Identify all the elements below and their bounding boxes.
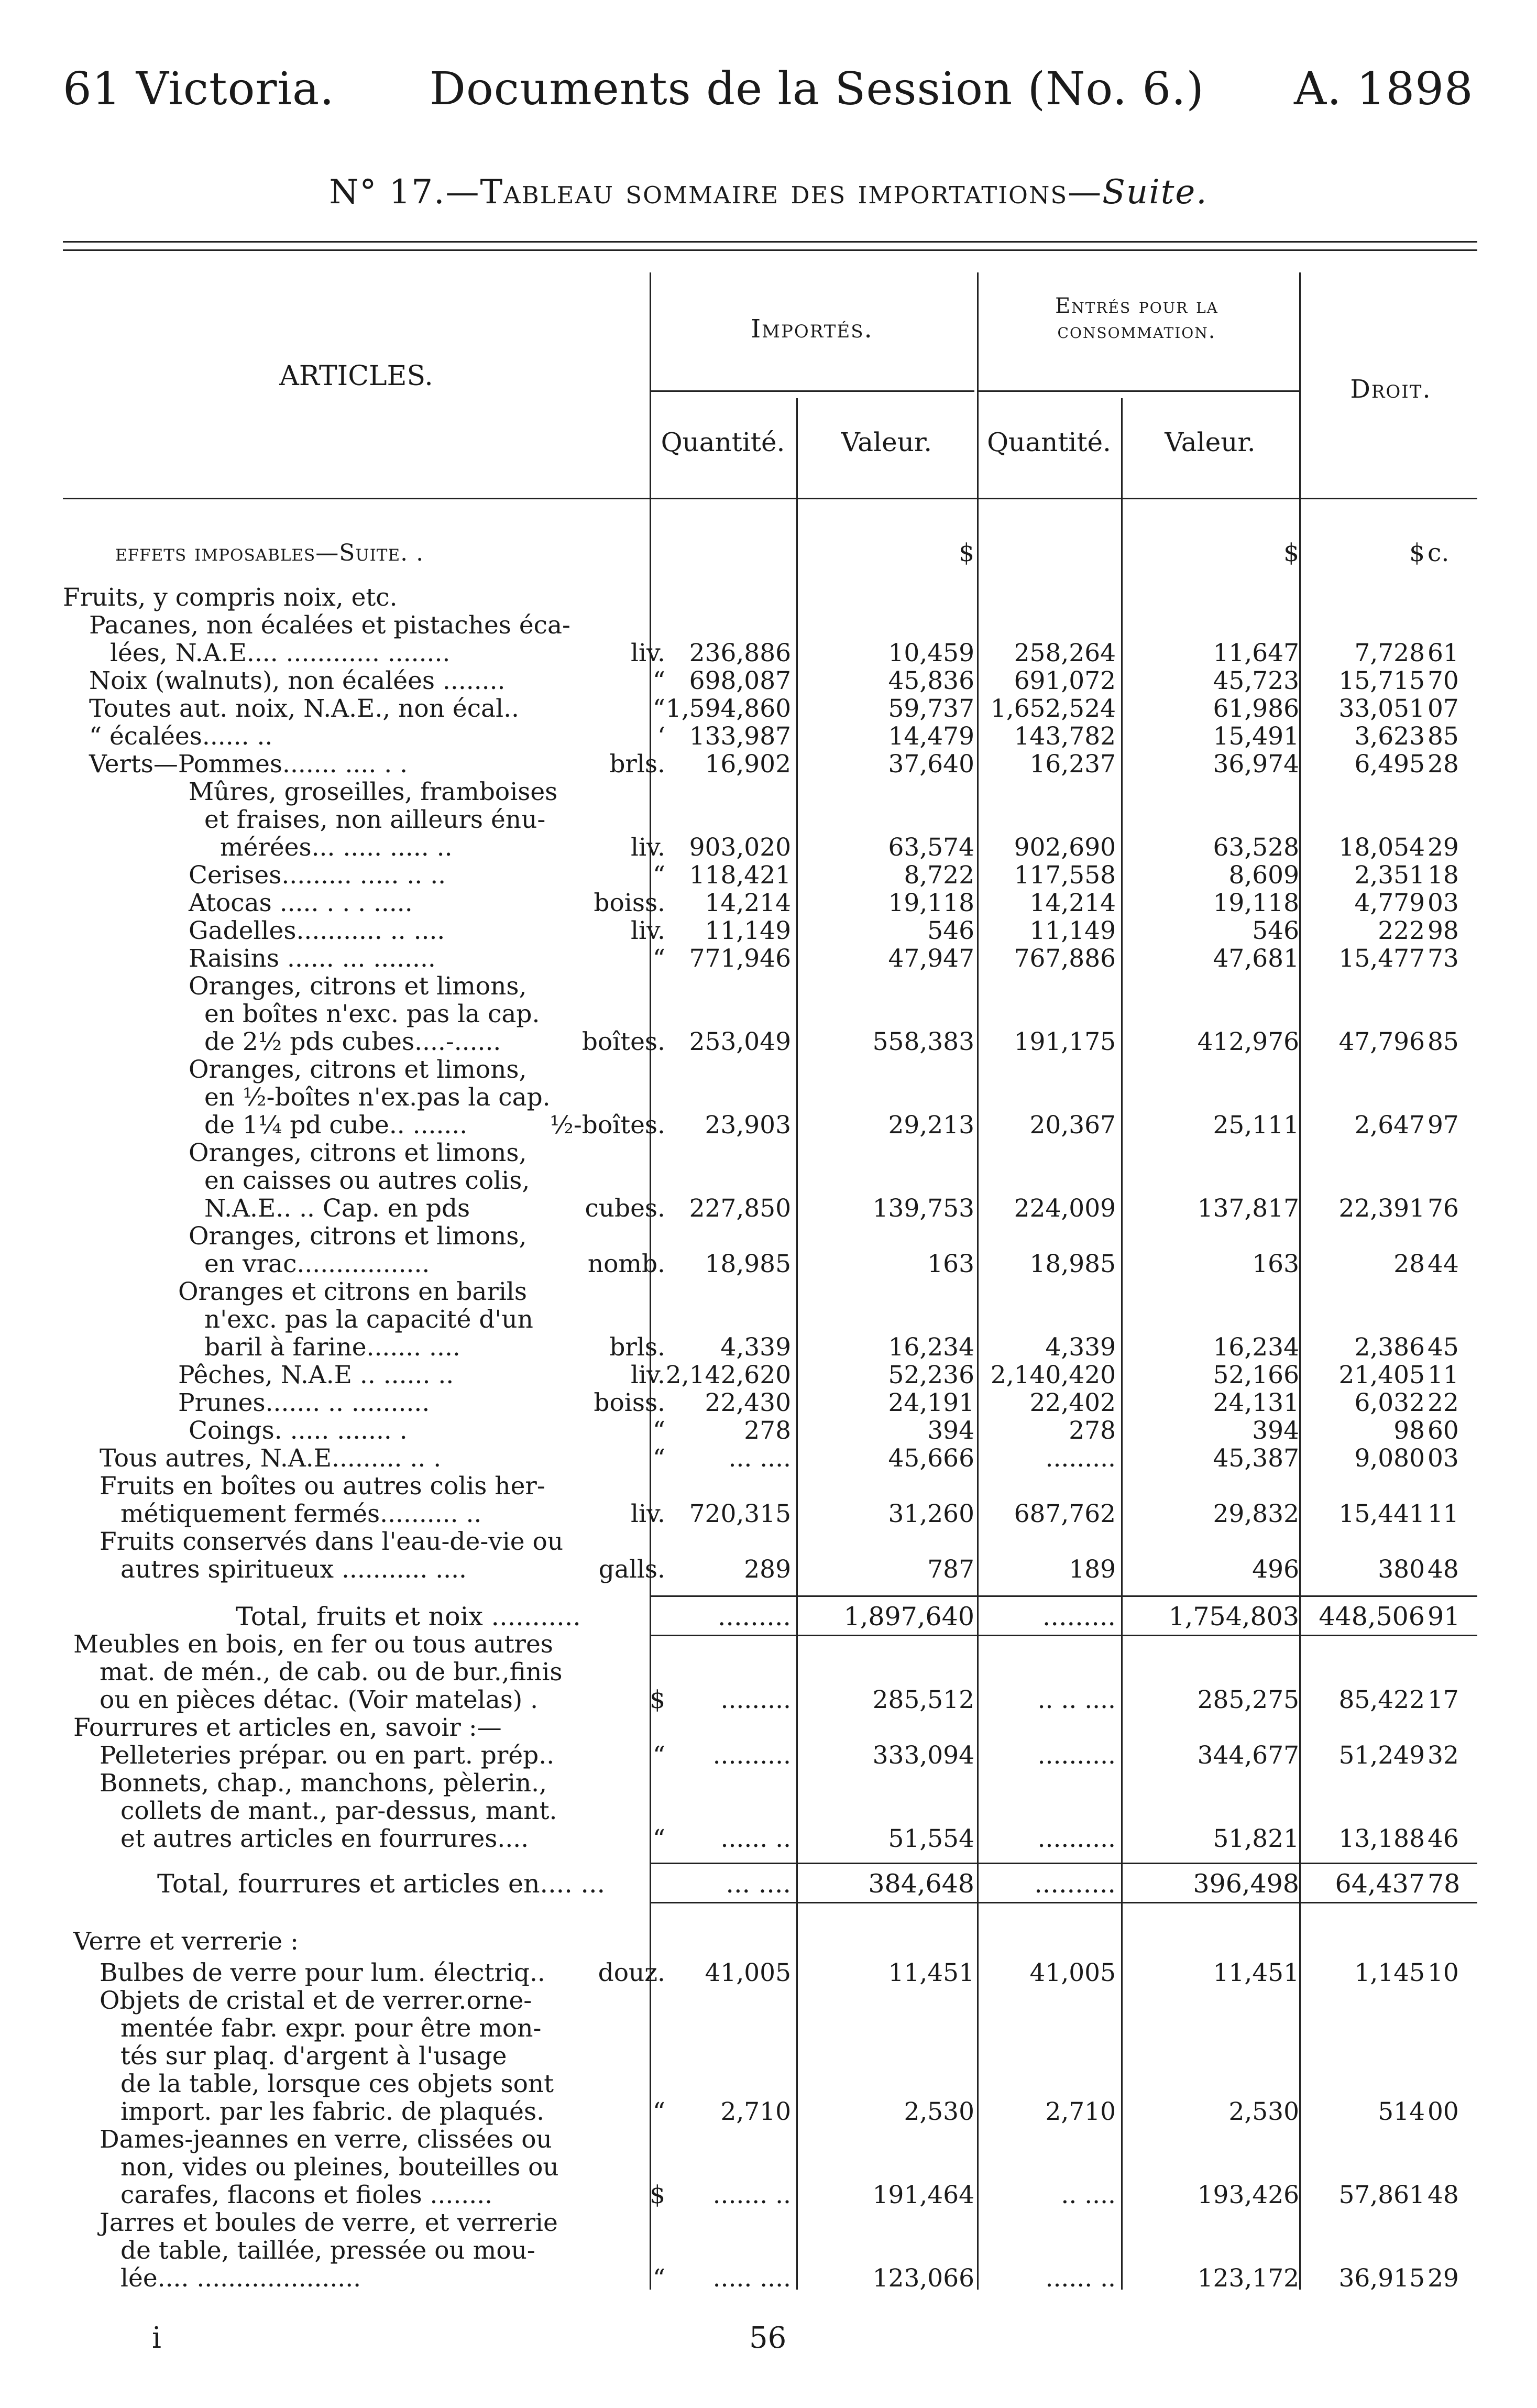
value-entered: 16,234 bbox=[1213, 1333, 1299, 1362]
qty-imported: ......... bbox=[717, 1602, 791, 1632]
duty-cents: 22 bbox=[1428, 1388, 1459, 1417]
article-label: Meubles en bois, en fer ou tous autres bbox=[73, 1630, 553, 1659]
value-imported: 47,947 bbox=[888, 944, 974, 973]
total-fruits-rule-top bbox=[650, 1595, 1477, 1597]
header-left: 61 Victoria. bbox=[63, 63, 335, 115]
article-label: Mûres, groseilles, framboises bbox=[189, 778, 558, 806]
qty-entered: ...... .. bbox=[1045, 2264, 1116, 2293]
article-label: Cerises......... ..... .. .. bbox=[189, 861, 446, 890]
duty-dollars: 51,249 bbox=[1338, 1741, 1425, 1770]
duty-dollars: 98 bbox=[1393, 1416, 1425, 1445]
value-imported: 139,753 bbox=[872, 1194, 974, 1223]
qty-entered: 143,782 bbox=[1014, 722, 1116, 751]
article-label: Oranges, citrons et limons, bbox=[189, 1139, 527, 1167]
total-fur-rule-bottom bbox=[650, 1902, 1477, 1903]
duty-dollars: 6,495 bbox=[1354, 750, 1425, 779]
article-label: et fraises, non ailleurs énu- bbox=[204, 805, 546, 834]
qty-entered: 2,710 bbox=[1045, 2097, 1116, 2126]
qty-entered: 11,149 bbox=[1029, 916, 1116, 945]
article-label: “ écalées...... .. bbox=[89, 722, 273, 751]
qty-imported: 236,886 bbox=[689, 639, 791, 667]
unit-label: “ bbox=[652, 666, 665, 695]
duty-cents: 17 bbox=[1428, 1685, 1459, 1714]
title-text: Tableau sommaire des importations— bbox=[480, 173, 1103, 212]
duty-cents: 70 bbox=[1428, 666, 1459, 695]
value-imported: 52,236 bbox=[888, 1361, 974, 1389]
qty-imported: ......... bbox=[720, 1685, 791, 1714]
duty-dollars: 6,032 bbox=[1354, 1388, 1425, 1417]
article-label: Fourrures et articles en, savoir :— bbox=[73, 1713, 502, 1742]
value-imported: 558,383 bbox=[872, 1027, 974, 1056]
qty-imported: 14,214 bbox=[705, 889, 791, 917]
value-imported: 51,554 bbox=[888, 1824, 974, 1853]
qty-imported: .......... bbox=[712, 1741, 791, 1770]
value-imported: 384,648 bbox=[868, 1869, 974, 1899]
duty-dollars: 15,441 bbox=[1338, 1499, 1425, 1528]
qty-imported: 16,902 bbox=[705, 750, 791, 779]
value-entered: 123,172 bbox=[1197, 2264, 1299, 2293]
article-label: ou en pièces détac. (Voir matelas) . bbox=[100, 1685, 539, 1714]
duty-cents: 45 bbox=[1428, 1333, 1459, 1362]
qty-imported: 11,149 bbox=[705, 916, 791, 945]
header-center: Documents de la Session (No. 6.) bbox=[430, 63, 1204, 115]
duty-cents: 44 bbox=[1428, 1250, 1459, 1278]
duty-dollars: 28 bbox=[1393, 1250, 1425, 1278]
qty-entered: 20,367 bbox=[1029, 1111, 1116, 1140]
value-imported: 163 bbox=[927, 1250, 974, 1278]
duty-cents: 48 bbox=[1428, 2181, 1459, 2209]
article-label: Prunes....... .. .......... bbox=[178, 1388, 430, 1417]
unit-label: “ bbox=[652, 1741, 665, 1770]
duty-cents: 10 bbox=[1428, 1958, 1459, 1987]
qty-imported: 227,850 bbox=[689, 1194, 791, 1223]
page-number: 56 bbox=[749, 2321, 787, 2355]
value-imported: 546 bbox=[927, 916, 974, 945]
duty-dollars: 2,386 bbox=[1354, 1333, 1425, 1362]
unit-label: liv. bbox=[631, 1499, 665, 1528]
value-entered: 36,974 bbox=[1213, 750, 1299, 779]
qty-imported: 2,142,620 bbox=[665, 1361, 791, 1389]
qty-imported: 23,903 bbox=[705, 1111, 791, 1140]
article-label: Dames-jeannes en verre, clissées ou bbox=[100, 2125, 552, 2154]
unit-label: $ bbox=[650, 2181, 665, 2209]
value-imported: 16,234 bbox=[888, 1333, 974, 1362]
header-entres: Entrés pour la consommation. bbox=[1055, 294, 1218, 343]
duty-dollars: 1,145 bbox=[1354, 1958, 1425, 1987]
qty-imported: 720,315 bbox=[689, 1499, 791, 1528]
duty-dollars: 21,405 bbox=[1338, 1361, 1425, 1389]
value-entered: $ bbox=[1283, 539, 1299, 567]
article-label: en boîtes n'exc. pas la cap. bbox=[204, 1000, 540, 1028]
article-label: en caisses ou autres colis, bbox=[204, 1166, 530, 1195]
article-label: mentée fabr. expr. pour être mon- bbox=[120, 2014, 542, 2043]
value-imported: 45,836 bbox=[888, 666, 974, 695]
value-imported: 45,666 bbox=[888, 1444, 974, 1473]
duty-cents: 76 bbox=[1428, 1194, 1459, 1223]
duty-cents: 98 bbox=[1428, 916, 1459, 945]
value-imported: $ bbox=[959, 539, 974, 567]
qty-entered: 189 bbox=[1069, 1555, 1116, 1584]
duty-cents: 28 bbox=[1428, 750, 1459, 779]
unit-label: douz. bbox=[598, 1958, 665, 1987]
value-entered: 24,131 bbox=[1213, 1388, 1299, 1417]
qty-imported: 1,594,860 bbox=[665, 694, 791, 723]
header-quantite-entres: Quantité. bbox=[987, 427, 1111, 457]
article-label: Raisins ...... ... ........ bbox=[189, 944, 436, 973]
value-entered: 63,528 bbox=[1213, 833, 1299, 862]
header-droit: Droit. bbox=[1350, 375, 1432, 404]
value-imported: 394 bbox=[927, 1416, 974, 1445]
value-imported: 29,213 bbox=[888, 1111, 974, 1140]
duty-dollars: 4,779 bbox=[1354, 889, 1425, 917]
duty-cents: 03 bbox=[1428, 889, 1459, 917]
qty-entered: .. .... bbox=[1061, 2181, 1116, 2209]
article-label: Fruits en boîtes ou autres colis her- bbox=[100, 1472, 545, 1501]
article-label: baril à farine....... .... bbox=[204, 1333, 460, 1362]
value-entered: 163 bbox=[1252, 1250, 1299, 1278]
article-label: mérées... ..... ..... .. bbox=[220, 833, 453, 862]
qty-entered: 191,175 bbox=[1014, 1027, 1116, 1056]
duty-cents: 11 bbox=[1428, 1361, 1459, 1389]
unit-label: ½-boîtes. bbox=[550, 1111, 665, 1140]
qty-entered: 2,140,420 bbox=[990, 1361, 1116, 1389]
article-label: en vrac................. bbox=[204, 1250, 430, 1278]
article-label: N.A.E.. .. Cap. en pds bbox=[204, 1194, 470, 1223]
article-label: mat. de mén., de cab. ou de bur.,finis bbox=[100, 1658, 563, 1687]
value-imported: 37,640 bbox=[888, 750, 974, 779]
qty-imported: ... .... bbox=[728, 1444, 791, 1473]
duty-dollars: 222 bbox=[1378, 916, 1425, 945]
article-label: Oranges, citrons et limons, bbox=[189, 1222, 527, 1251]
title-number: N° 17.— bbox=[329, 173, 480, 212]
value-entered: 19,118 bbox=[1213, 889, 1299, 917]
article-label: Oranges, citrons et limons, bbox=[189, 972, 527, 1001]
value-imported: 14,479 bbox=[888, 722, 974, 751]
article-label: Toutes aut. noix, N.A.E., non écal.. bbox=[89, 694, 519, 723]
unit-label: “ bbox=[652, 1416, 665, 1445]
duty-cents: 85 bbox=[1428, 1027, 1459, 1056]
article-label: de table, taillée, pressée ou mou- bbox=[120, 2236, 535, 2265]
qty-entered: 117,558 bbox=[1014, 861, 1116, 890]
unit-label: boiss. bbox=[594, 1388, 665, 1417]
duty-cents: 18 bbox=[1428, 861, 1459, 890]
unit-label: liv. bbox=[631, 833, 665, 862]
value-entered: 496 bbox=[1252, 1555, 1299, 1584]
qty-imported: 253,049 bbox=[689, 1027, 791, 1056]
duty-cents: 07 bbox=[1428, 694, 1459, 723]
article-label: Tous autres, N.A.E......... .. . bbox=[100, 1444, 442, 1473]
unit-label: liv. bbox=[631, 916, 665, 945]
article-label: Noix (walnuts), non écalées ........ bbox=[89, 666, 506, 695]
unit-label: liv. bbox=[631, 1361, 665, 1389]
value-entered: 412,976 bbox=[1197, 1027, 1299, 1056]
article-label: Oranges, citrons et limons, bbox=[189, 1055, 527, 1084]
value-imported: 787 bbox=[927, 1555, 974, 1584]
value-entered: 546 bbox=[1252, 916, 1299, 945]
value-imported: 333,094 bbox=[872, 1741, 974, 1770]
duty-dollars: 64,437 bbox=[1335, 1869, 1425, 1899]
qty-imported: ... .... bbox=[726, 1869, 791, 1899]
qty-entered: 767,886 bbox=[1014, 944, 1116, 973]
article-label: Verre et verrerie : bbox=[73, 1927, 299, 1956]
article-label: et autres articles en fourrures.... bbox=[120, 1824, 529, 1853]
unit-label: boîtes. bbox=[581, 1027, 665, 1056]
duty-cents: 73 bbox=[1428, 944, 1459, 973]
article-label: de 2½ pds cubes....-...... bbox=[204, 1027, 501, 1056]
value-entered: 52,166 bbox=[1213, 1361, 1299, 1389]
header-valeur-importes: Valeur. bbox=[841, 427, 932, 457]
duty-dollars: 85,422 bbox=[1338, 1685, 1425, 1714]
duty-dollars: 57,861 bbox=[1338, 2181, 1425, 2209]
value-entered: 2,530 bbox=[1228, 2097, 1299, 2126]
qty-entered: ......... bbox=[1045, 1444, 1116, 1473]
qty-entered: ......... bbox=[1042, 1602, 1116, 1632]
title-suffix: Suite. bbox=[1102, 173, 1208, 212]
value-imported: 10,459 bbox=[888, 639, 974, 667]
duty-dollars: 33,051 bbox=[1338, 694, 1425, 723]
duty-dollars: 15,715 bbox=[1338, 666, 1425, 695]
duty-dollars: 18,054 bbox=[1338, 833, 1425, 862]
duty-dollars: 448,506 bbox=[1319, 1602, 1425, 1632]
value-entered: 11,647 bbox=[1213, 639, 1299, 667]
article-label: Verts—Pommes....... .... . . bbox=[89, 750, 408, 779]
value-imported: 1,897,640 bbox=[843, 1602, 974, 1632]
duty-dollars: 22,391 bbox=[1338, 1194, 1425, 1223]
duty-dollars: 47,796 bbox=[1338, 1027, 1425, 1056]
duty-dollars: 2,351 bbox=[1354, 861, 1425, 890]
value-entered: 45,723 bbox=[1213, 666, 1299, 695]
qty-imported: 133,987 bbox=[689, 722, 791, 751]
article-label: autres spiritueux ........... .... bbox=[120, 1555, 467, 1584]
duty-cents: 85 bbox=[1428, 722, 1459, 751]
article-label: n'exc. pas la capacité d'un bbox=[204, 1305, 533, 1334]
value-imported: 2,530 bbox=[904, 2097, 974, 2126]
value-entered: 8,609 bbox=[1228, 861, 1299, 890]
value-entered: 45,387 bbox=[1213, 1444, 1299, 1473]
qty-entered: 278 bbox=[1069, 1416, 1116, 1445]
article-label: en ½-boîtes n'ex.pas la cap. bbox=[204, 1083, 551, 1112]
unit-label: “ bbox=[652, 2097, 665, 2126]
qty-imported: 698,087 bbox=[689, 666, 791, 695]
value-entered: 29,832 bbox=[1213, 1499, 1299, 1528]
value-entered: 25,111 bbox=[1213, 1111, 1299, 1140]
article-label: lée.... ..................... bbox=[120, 2264, 361, 2293]
duty-dollars: 36,915 bbox=[1338, 2264, 1425, 2293]
qty-entered: .......... bbox=[1037, 1741, 1116, 1770]
qty-entered: 14,214 bbox=[1029, 889, 1116, 917]
duty-cents: 60 bbox=[1428, 1416, 1459, 1445]
unit-label: “ bbox=[652, 1824, 665, 1853]
qty-imported: 903,020 bbox=[689, 833, 791, 862]
unit-label: liv. bbox=[631, 639, 665, 667]
unit-label: brls. bbox=[609, 750, 665, 779]
value-entered: 396,498 bbox=[1193, 1869, 1299, 1899]
article-label: Fruits conservés dans l'eau-de-vie ou bbox=[100, 1527, 564, 1556]
article-label: Pelleteries prépar. ou en part. prép.. bbox=[100, 1741, 555, 1770]
duty-cents: 91 bbox=[1428, 1602, 1461, 1632]
duty-dollars: 3,623 bbox=[1354, 722, 1425, 751]
duty-cents: 97 bbox=[1428, 1111, 1459, 1140]
qty-entered: 691,072 bbox=[1014, 666, 1116, 695]
value-imported: 8,722 bbox=[904, 861, 974, 890]
duty-cents: 61 bbox=[1428, 639, 1459, 667]
unit-label: ‘ bbox=[657, 722, 665, 751]
qty-entered: .. .. .... bbox=[1037, 1685, 1116, 1714]
total-fur-rule-top bbox=[650, 1863, 1477, 1864]
duty-dollars: 15,477 bbox=[1338, 944, 1425, 973]
qty-entered: .......... bbox=[1037, 1824, 1116, 1853]
article-label: de 1¼ pd cube.. ....... bbox=[204, 1111, 468, 1140]
duty-cents: c. bbox=[1428, 539, 1450, 567]
article-label: Bonnets, chap., manchons, pèlerin., bbox=[100, 1769, 547, 1798]
value-imported: 63,574 bbox=[888, 833, 974, 862]
qty-entered: 18,985 bbox=[1029, 1250, 1116, 1278]
header-importes: Importés. bbox=[751, 314, 873, 344]
qty-imported: 2,710 bbox=[720, 2097, 791, 2126]
duty-cents: 03 bbox=[1428, 1444, 1459, 1473]
duty-dollars: $ bbox=[1409, 539, 1425, 567]
header-quantite-importes: Quantité. bbox=[661, 427, 785, 457]
duty-cents: 32 bbox=[1428, 1741, 1459, 1770]
duty-dollars: 514 bbox=[1378, 2097, 1425, 2126]
duty-cents: 48 bbox=[1428, 1555, 1459, 1584]
value-entered: 61,986 bbox=[1213, 694, 1299, 723]
duty-cents: 78 bbox=[1428, 1869, 1461, 1899]
unit-label: brls. bbox=[609, 1333, 665, 1362]
article-label: non, vides ou pleines, bouteilles ou bbox=[120, 2153, 559, 2182]
article-label: collets de mant., par-dessus, mant. bbox=[120, 1797, 557, 1825]
unit-label: “ bbox=[652, 694, 665, 723]
article-label: Fruits, y compris noix, etc. bbox=[63, 583, 398, 612]
unit-label: cubes. bbox=[585, 1194, 665, 1223]
qty-entered: 4,339 bbox=[1045, 1333, 1116, 1362]
unit-label: “ bbox=[652, 1444, 665, 1473]
qty-imported: 41,005 bbox=[705, 1958, 791, 1987]
article-label: carafes, flacons et fioles ........ bbox=[120, 2181, 493, 2209]
qty-entered: 1,652,524 bbox=[990, 694, 1116, 723]
qty-imported: 771,946 bbox=[689, 944, 791, 973]
value-entered: 344,677 bbox=[1197, 1741, 1299, 1770]
article-label: effets imposables—Suite. . bbox=[115, 540, 424, 566]
header-articles: ARTICLES. bbox=[279, 360, 433, 392]
duty-cents: 46 bbox=[1428, 1824, 1459, 1853]
duty-cents: 29 bbox=[1428, 2264, 1459, 2293]
qty-entered: 224,009 bbox=[1014, 1194, 1116, 1223]
duty-cents: 11 bbox=[1428, 1499, 1459, 1528]
qty-imported: ..... .... bbox=[712, 2264, 791, 2293]
value-entered: 1,754,803 bbox=[1168, 1602, 1299, 1632]
total-fruits-rule-bottom bbox=[650, 1635, 1477, 1636]
unit-label: “ bbox=[652, 861, 665, 890]
value-imported: 191,464 bbox=[872, 2181, 974, 2209]
duty-dollars: 7,728 bbox=[1354, 639, 1425, 667]
unit-label: $ bbox=[650, 1685, 665, 1714]
article-label: Atocas ..... . . . ..... bbox=[189, 889, 413, 917]
header-valeur-entres: Valeur. bbox=[1165, 427, 1256, 457]
article-label: Pacanes, non écalées et pistaches éca- bbox=[89, 611, 570, 640]
qty-imported: 22,430 bbox=[705, 1388, 791, 1417]
qty-imported: 18,985 bbox=[705, 1250, 791, 1278]
qty-entered: 902,690 bbox=[1014, 833, 1116, 862]
qty-entered: .......... bbox=[1034, 1869, 1116, 1899]
duty-dollars: 2,647 bbox=[1354, 1111, 1425, 1140]
duty-cents: 00 bbox=[1428, 2097, 1459, 2126]
header-right: A. 1898 bbox=[1294, 63, 1474, 115]
qty-imported: 278 bbox=[744, 1416, 791, 1445]
article-label: métiquement fermés.......... .. bbox=[120, 1499, 482, 1528]
value-imported: 123,066 bbox=[872, 2264, 974, 2293]
article-label: Bulbes de verre pour lum. électriq.. bbox=[100, 1958, 545, 1987]
qty-imported: 118,421 bbox=[689, 861, 791, 890]
article-label: Gadelles........... .. .... bbox=[189, 916, 445, 945]
qty-entered: 687,762 bbox=[1014, 1499, 1116, 1528]
article-label: Oranges et citrons en barils bbox=[178, 1277, 528, 1306]
unit-label: nomb. bbox=[587, 1250, 665, 1278]
article-label: Total, fruits et noix ........... bbox=[236, 1602, 581, 1632]
article-label: de la table, lorsque ces objets sont bbox=[120, 2070, 554, 2098]
article-label: Total, fourrures et articles en.... ... bbox=[157, 1869, 606, 1899]
value-imported: 59,737 bbox=[888, 694, 974, 723]
article-label: Objets de cristal et de verrer.orne- bbox=[100, 1986, 532, 2015]
value-entered: 47,681 bbox=[1213, 944, 1299, 973]
qty-entered: 16,237 bbox=[1029, 750, 1116, 779]
unit-label: “ bbox=[652, 2264, 665, 2293]
value-entered: 11,451 bbox=[1213, 1958, 1299, 1987]
duty-dollars: 13,188 bbox=[1338, 1824, 1425, 1853]
qty-imported: ....... .. bbox=[712, 2181, 791, 2209]
value-imported: 19,118 bbox=[888, 889, 974, 917]
value-imported: 11,451 bbox=[888, 1958, 974, 1987]
value-imported: 31,260 bbox=[888, 1499, 974, 1528]
article-label: Pêches, N.A.E .. ...... .. bbox=[178, 1361, 454, 1389]
value-entered: 285,275 bbox=[1197, 1685, 1299, 1714]
unit-label: boiss. bbox=[594, 889, 665, 917]
qty-imported: 4,339 bbox=[720, 1333, 791, 1362]
unit-label: galls. bbox=[598, 1555, 665, 1584]
qty-imported: ...... .. bbox=[720, 1824, 791, 1853]
value-entered: 51,821 bbox=[1213, 1824, 1299, 1853]
footer-left: i bbox=[152, 2321, 161, 2355]
value-imported: 24,191 bbox=[888, 1388, 974, 1417]
article-label: Jarres et boules de verre, et verrerie bbox=[100, 2208, 558, 2237]
duty-dollars: 380 bbox=[1378, 1555, 1425, 1584]
qty-entered: 41,005 bbox=[1029, 1958, 1116, 1987]
value-entered: 193,426 bbox=[1197, 2181, 1299, 2209]
qty-entered: 258,264 bbox=[1014, 639, 1116, 667]
unit-label: “ bbox=[652, 944, 665, 973]
qty-entered: 22,402 bbox=[1029, 1388, 1116, 1417]
value-entered: 15,491 bbox=[1213, 722, 1299, 751]
article-label: Coings. ..... ....... . bbox=[189, 1416, 408, 1445]
qty-imported: 289 bbox=[744, 1555, 791, 1584]
value-entered: 394 bbox=[1252, 1416, 1299, 1445]
value-imported: 285,512 bbox=[872, 1685, 974, 1714]
duty-cents: 29 bbox=[1428, 833, 1459, 862]
duty-dollars: 9,080 bbox=[1354, 1444, 1425, 1473]
article-label: tés sur plaq. d'argent à l'usage bbox=[120, 2042, 507, 2071]
article-label: import. par les fabric. de plaqués. bbox=[120, 2097, 545, 2126]
value-entered: 137,817 bbox=[1197, 1194, 1299, 1223]
article-label: lées, N.A.E.... ............ ........ bbox=[110, 639, 451, 667]
